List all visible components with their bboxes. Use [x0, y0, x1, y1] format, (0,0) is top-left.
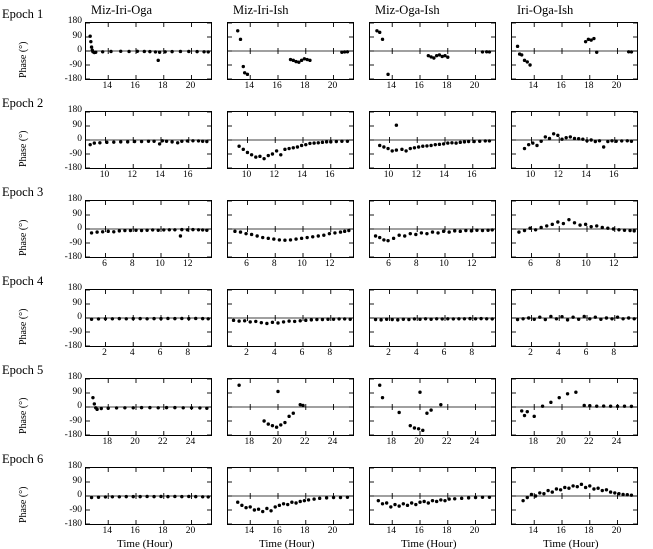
scatter-plot — [228, 379, 353, 435]
x-tick-label: 4 — [271, 348, 277, 358]
x-tick-label: 18 — [158, 81, 168, 91]
x-tick-label: 22 — [158, 437, 168, 447]
y-tick-label: 180 — [67, 372, 82, 382]
scatter-plot — [86, 112, 211, 168]
y-tick-label: 180 — [67, 105, 82, 115]
x-tick-label: 12 — [269, 170, 279, 180]
x-tick-label: 16 — [556, 81, 566, 91]
x-tick-label: 16 — [556, 526, 566, 536]
plot-panel — [369, 111, 496, 169]
x-tick-label: 6 — [299, 348, 305, 358]
x-tick-label: 14 — [244, 81, 254, 91]
x-tick-label: 16 — [609, 170, 619, 180]
plot-panel — [85, 111, 212, 169]
x-tick-label: 18 — [244, 437, 254, 447]
x-tick-label: 14 — [386, 81, 396, 91]
y-tick-label: -180 — [64, 341, 82, 351]
column-title-4: Iri-Oga-Ish — [517, 3, 574, 17]
x-tick-label: 12 — [127, 170, 137, 180]
x-tick-label: 12 — [609, 259, 619, 269]
column-title-3: Miz-Oga-Ish — [375, 3, 440, 17]
x-tick-label: 20 — [185, 526, 196, 536]
plot-panel — [369, 289, 496, 347]
x-tick-label: 8 — [611, 348, 617, 358]
plot-panel — [227, 200, 354, 258]
x-tick-label: 14 — [102, 526, 112, 536]
y-axis-label-row-4: Phase (°) — [18, 308, 29, 345]
scatter-plot — [86, 468, 211, 524]
x-tick-label: 14 — [439, 170, 449, 180]
y-tick-label: 180 — [67, 461, 82, 471]
scatter-plot — [228, 23, 353, 79]
x-tick-label: 10 — [581, 259, 591, 269]
x-tick-label: 18 — [442, 526, 452, 536]
column-title-2: Miz-Iri-Ish — [233, 3, 289, 17]
y-tick-label: 90 — [72, 119, 82, 130]
scatter-plot — [512, 201, 637, 257]
y-tick-label: -90 — [69, 415, 82, 426]
x-tick-label: 10 — [525, 170, 536, 180]
x-tick-label: 24 — [611, 437, 622, 447]
row-label-epoch-5: Epoch 5 — [2, 363, 44, 377]
plot-panel — [85, 467, 212, 525]
x-tick-label: 14 — [155, 170, 165, 180]
x-tick-label: 16 — [414, 81, 424, 91]
x-tick-label: 12 — [467, 259, 477, 269]
scatter-plot — [512, 112, 637, 168]
x-tick-label: 18 — [386, 437, 396, 447]
x-tick-label: 6 — [583, 348, 589, 358]
y-tick-label: 180 — [67, 16, 82, 26]
y-tick-label: -90 — [69, 504, 82, 515]
x-tick-label: 2 — [244, 348, 249, 358]
plot-panel — [227, 22, 354, 80]
y-tick-label: -180 — [64, 74, 82, 84]
x-tick-label: 18 — [584, 526, 594, 536]
scatter-plot — [370, 112, 495, 168]
plot-panel — [511, 289, 638, 347]
x-tick-label: 10 — [241, 170, 252, 180]
plot-panel — [227, 111, 354, 169]
y-tick-label: 0 — [77, 401, 82, 411]
x-axis-label-col-1: Time (Hour) — [117, 538, 173, 549]
x-axis-label-col-3: Time (Hour) — [401, 538, 457, 549]
x-axis-label-col-4: Time (Hour) — [543, 538, 599, 549]
x-tick-label: 14 — [528, 81, 538, 91]
x-tick-label: 16 — [183, 170, 193, 180]
x-tick-label: 2 — [528, 348, 533, 358]
scatter-plot — [86, 23, 211, 79]
scatter-plot — [370, 23, 495, 79]
x-tick-label: 10 — [99, 170, 110, 180]
y-tick-label: 0 — [77, 223, 82, 233]
plot-panel — [85, 200, 212, 258]
x-tick-label: 20 — [469, 526, 480, 536]
y-tick-label: 90 — [72, 386, 82, 397]
column-title-1: Miz-Iri-Oga — [91, 3, 153, 17]
x-tick-label: 18 — [158, 526, 168, 536]
y-tick-label: -180 — [64, 163, 82, 173]
x-tick-label: 18 — [442, 81, 452, 91]
x-tick-label: 14 — [244, 526, 254, 536]
x-tick-label: 22 — [442, 437, 452, 447]
x-tick-label: 6 — [528, 259, 533, 269]
scatter-plot — [228, 201, 353, 257]
scatter-plot — [370, 468, 495, 524]
x-tick-label: 20 — [327, 526, 338, 536]
plot-panel — [85, 378, 212, 436]
x-tick-label: 6 — [244, 259, 249, 269]
x-tick-label: 20 — [556, 437, 566, 447]
plot-panel — [511, 22, 638, 80]
x-tick-label: 12 — [325, 259, 335, 269]
plot-panel — [511, 111, 638, 169]
y-tick-label: 90 — [72, 208, 82, 219]
x-tick-label: 8 — [555, 259, 561, 269]
plot-panel — [511, 200, 638, 258]
x-tick-label: 6 — [102, 259, 107, 269]
row-label-epoch-6: Epoch 6 — [2, 452, 44, 466]
y-axis-label-row-2: Phase (°) — [18, 130, 29, 167]
x-axis-label-col-2: Time (Hour) — [259, 538, 315, 549]
x-tick-label: 24 — [327, 437, 338, 447]
scatter-plot — [512, 23, 637, 79]
scatter-plot — [228, 290, 353, 346]
x-tick-label: 20 — [611, 526, 622, 536]
x-tick-label: 8 — [129, 259, 135, 269]
x-tick-label: 20 — [611, 81, 622, 91]
x-tick-label: 12 — [183, 259, 193, 269]
x-tick-label: 6 — [386, 259, 391, 269]
y-tick-label: -180 — [64, 430, 82, 440]
row-label-epoch-4: Epoch 4 — [2, 274, 44, 288]
row-label-epoch-1: Epoch 1 — [2, 7, 44, 21]
y-tick-label: 0 — [77, 134, 82, 144]
x-tick-label: 8 — [271, 259, 277, 269]
x-tick-label: 18 — [300, 526, 310, 536]
y-axis-label-row-1: Phase (°) — [18, 41, 29, 78]
y-tick-label: -90 — [69, 326, 82, 337]
x-tick-label: 14 — [102, 81, 112, 91]
x-tick-label: 10 — [383, 170, 394, 180]
x-tick-label: 20 — [130, 437, 140, 447]
plot-panel — [369, 378, 496, 436]
y-tick-label: -90 — [69, 59, 82, 70]
x-tick-label: 10 — [439, 259, 449, 269]
x-tick-label: 8 — [413, 259, 419, 269]
x-tick-label: 8 — [185, 348, 191, 358]
y-tick-label: -180 — [64, 519, 82, 529]
row-label-epoch-2: Epoch 2 — [2, 96, 44, 110]
x-tick-label: 16 — [414, 526, 424, 536]
x-tick-label: 18 — [528, 437, 538, 447]
x-tick-label: 18 — [102, 437, 112, 447]
plot-panel — [369, 200, 496, 258]
plot-panel — [227, 289, 354, 347]
plot-panel — [227, 378, 354, 436]
scatter-plot — [228, 112, 353, 168]
scatter-plot — [370, 201, 495, 257]
y-tick-label: 0 — [77, 490, 82, 500]
plot-panel — [85, 22, 212, 80]
scatter-plot — [370, 379, 495, 435]
scatter-plot — [86, 290, 211, 346]
row-label-epoch-3: Epoch 3 — [2, 185, 44, 199]
y-tick-label: 90 — [72, 30, 82, 41]
x-tick-label: 18 — [584, 81, 594, 91]
plot-panel — [85, 289, 212, 347]
scatter-plot — [512, 379, 637, 435]
x-tick-label: 2 — [386, 348, 391, 358]
x-tick-label: 16 — [272, 81, 282, 91]
x-tick-label: 2 — [102, 348, 107, 358]
x-tick-label: 20 — [327, 81, 338, 91]
x-tick-label: 4 — [555, 348, 561, 358]
x-tick-label: 14 — [386, 526, 396, 536]
y-tick-label: 90 — [72, 475, 82, 486]
plot-panel — [227, 467, 354, 525]
x-tick-label: 10 — [155, 259, 165, 269]
scatter-plot — [370, 290, 495, 346]
x-tick-label: 22 — [300, 437, 310, 447]
x-tick-label: 10 — [297, 259, 307, 269]
x-tick-label: 16 — [467, 170, 477, 180]
x-tick-label: 12 — [553, 170, 563, 180]
scatter-plot — [512, 468, 637, 524]
x-tick-label: 20 — [272, 437, 282, 447]
y-axis-label-row-3: Phase (°) — [18, 219, 29, 256]
scatter-plot — [86, 201, 211, 257]
x-tick-label: 14 — [581, 170, 591, 180]
x-tick-label: 16 — [325, 170, 335, 180]
scatter-plot — [228, 468, 353, 524]
scatter-plot — [86, 379, 211, 435]
plot-panel — [369, 22, 496, 80]
scatter-plot — [512, 290, 637, 346]
x-tick-label: 20 — [469, 81, 480, 91]
x-tick-label: 20 — [185, 81, 196, 91]
plot-panel — [511, 378, 638, 436]
x-tick-label: 6 — [157, 348, 163, 358]
y-tick-label: -90 — [69, 148, 82, 159]
x-tick-label: 8 — [469, 348, 475, 358]
x-tick-label: 12 — [411, 170, 421, 180]
y-tick-label: 180 — [67, 283, 82, 293]
x-tick-label: 16 — [272, 526, 282, 536]
x-tick-label: 4 — [129, 348, 135, 358]
y-tick-label: 90 — [72, 297, 82, 308]
x-tick-label: 14 — [297, 170, 307, 180]
y-tick-label: 0 — [77, 45, 82, 55]
x-tick-label: 6 — [441, 348, 447, 358]
x-tick-label: 22 — [584, 437, 594, 447]
y-tick-label: 180 — [67, 194, 82, 204]
y-tick-label: 0 — [77, 312, 82, 322]
x-tick-label: 4 — [413, 348, 419, 358]
plot-panel — [369, 467, 496, 525]
x-tick-label: 8 — [327, 348, 333, 358]
y-tick-label: -180 — [64, 252, 82, 262]
plot-panel — [511, 467, 638, 525]
y-axis-label-row-6: Phase (°) — [18, 486, 29, 523]
x-tick-label: 20 — [414, 437, 424, 447]
x-tick-label: 24 — [185, 437, 196, 447]
x-tick-label: 18 — [300, 81, 310, 91]
x-tick-label: 16 — [130, 81, 140, 91]
x-tick-label: 16 — [130, 526, 140, 536]
x-tick-label: 24 — [469, 437, 480, 447]
y-axis-label-row-5: Phase (°) — [18, 397, 29, 434]
x-tick-label: 14 — [528, 526, 538, 536]
y-tick-label: -90 — [69, 237, 82, 248]
